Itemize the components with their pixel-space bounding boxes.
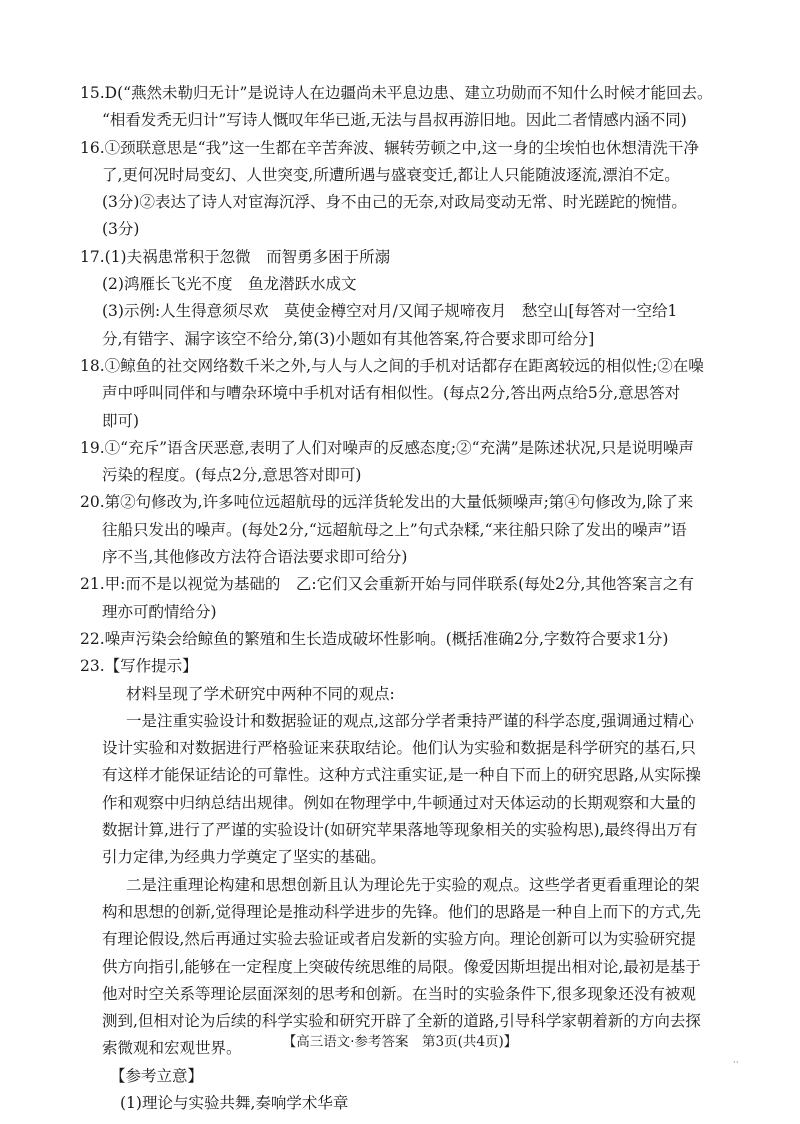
q23-para1-line: 设计实验和对数据进行严格验证来获取结论。他们认为实验和数据是科学研究的基石,只 bbox=[102, 739, 696, 758]
q23-para1-line: 有这样才能保证结论的可靠性。这种方式注重实证,是一种自下而上的研究思路,从实际操 bbox=[102, 766, 701, 785]
q23-para2-line: 他对时空关系等理论层面深刻的思考和创新。在当时的实验条件下,很多现象还没有被观 bbox=[102, 984, 696, 1003]
q17-line-2: (2)鸿雁长飞光不度 鱼龙潜跃水成文 bbox=[102, 275, 357, 294]
q23-para2-line: 供方向指引,能够在一定程度上突破传统思维的局限。像爱因斯坦提出相对论,最初是基于 bbox=[102, 957, 701, 976]
q23-para2-line: 二是注重理论构建和思想创新且认为理论先于实验的观点。这些学者更看重理论的架 bbox=[126, 875, 700, 894]
q23-para1-line: 作和观察中归纳总结出规律。例如在物理学中,牛顿通过对天体运动的长期观察和大量的 bbox=[102, 793, 696, 812]
reference-heading: 【参考立意】 bbox=[110, 1066, 204, 1085]
q23-intro: 材料呈现了学术研究中两种不同的观点: bbox=[126, 684, 395, 703]
q23-para2-line: 测到,但相对论为后续的科学实验和研究开辟了全新的道路,引导科学家朝着新的方向去探 bbox=[102, 1012, 701, 1031]
q19-line-1: 19.①“充斥”语含厌恶意,表明了人们对噪声的反感态度;②“充满”是陈述状况,只是说明噪声 bbox=[80, 438, 694, 457]
q16-line-1: 16.①颈联意思是“我”这一生都在辛苦奔波、辗转劳顿之中,这一身的尘埃怕也休想清洗干净 bbox=[80, 138, 699, 157]
q23-heading: 23.【写作提示】 bbox=[80, 657, 198, 676]
q23-para2-line: 索微观和宏观世界。 bbox=[102, 1039, 242, 1058]
reference-item-1: (1)理论与实验共舞,奏响学术华章 bbox=[120, 1093, 349, 1112]
q21-line-1: 21.甲:而不是以视觉为基础的 乙:它们又会重新开始与同伴联系(每处2分,其他答案言之有 bbox=[80, 575, 694, 594]
q19-line-2: 污染的程度。(每点2分,意思答对即可) bbox=[102, 466, 362, 485]
q16-line-4: (3分) bbox=[102, 220, 140, 239]
q15-line-1: 15.D(“燕然未勒归无计”是说诗人在边疆尚未平息边患、建立功勋而不知什么时候才能回去。 bbox=[80, 84, 713, 102]
q23-para2-line: 有理论假设,然后再通过实验去验证或者启发新的实验方向。理论创新可以为实验研究提 bbox=[102, 930, 696, 949]
q23-para1-line: 引力定律,为经典力学奠定了坚实的基础。 bbox=[102, 848, 386, 867]
q17-line-1: 17.(1)夫祸患常积于忽微 而智勇多困于所溺 bbox=[80, 247, 391, 266]
corner-mark: ·· bbox=[733, 1058, 739, 1068]
q18-line-3: 即可) bbox=[102, 411, 140, 430]
q15-line-2: “相看发秃无归计”写诗人慨叹年华已逝,无法与昌叔再游旧地。因此二者情感内涵不同) bbox=[102, 111, 687, 130]
q20-line-1: 20.第②句修改为,许多吨位远超航母的远洋货轮发出的大量低频噪声;第④句修改为,除了来 bbox=[80, 493, 694, 512]
q16-line-3: (3分)②表达了诗人对宦海沉浮、身不由己的无奈,对政局变动无常、时光蹉跎的惋惜。 bbox=[102, 193, 687, 212]
q18-line-2: 声中呼叫同伴和与嘈杂环境中手机对话有相似性。(每点2分,答出两点给5分,意思答对 bbox=[102, 384, 681, 403]
q17-line-3: (3)示例:人生得意须尽欢 莫使金樽空对月/又闻子规啼夜月 愁空山[每答对一空给1 bbox=[102, 302, 678, 321]
q23-para1-line: 一是注重实验设计和数据验证的观点,这部分学者秉持严谨的科学态度,强调通过精心 bbox=[126, 711, 694, 730]
q17-line-4: 分,有错字、漏字该空不给分,第(3)小题如有其他答案,符合要求即可给分] bbox=[102, 329, 595, 348]
q23-para1-line: 数据计算,进行了严谨的实验设计(如研究苹果落地等现象相关的实验构思),最终得出万有 bbox=[102, 821, 698, 840]
answer-document bbox=[80, 80, 730, 1117]
q18-line-1: 18.①鲸鱼的社交网络数千米之外,与人与人之间的手机对话都存在距离较远的相似性;②在噪 bbox=[80, 356, 704, 375]
q21-line-2: 理亦可酌情给分) bbox=[102, 602, 217, 621]
q22-line-1: 22.噪声污染会给鲸鱼的繁殖和生长造成破坏性影响。(概括准确2分,字数符合要求1分) bbox=[80, 629, 669, 648]
q20-line-2: 往船只发出的噪声。(每处2分,“远超航母之上”句式杂糅,“来往船只除了发出的噪声”语 bbox=[102, 520, 687, 539]
q20-line-3: 序不当,其他修改方法符合语法要求即可给分) bbox=[102, 548, 408, 567]
page-footer: 【高三语文·参考答案 第3页(共4页)】 bbox=[282, 1034, 518, 1050]
q23-para2-line: 构和思想的创新,觉得理论是推动科学进步的先锋。他们的思路是一种自上而下的方式,先 bbox=[102, 902, 701, 921]
q16-line-2: 了,更何况时局变幻、人世突变,所遭所遇与盛衰变迁,都让人只能随波逐流,漂泊不定。 bbox=[102, 165, 680, 184]
